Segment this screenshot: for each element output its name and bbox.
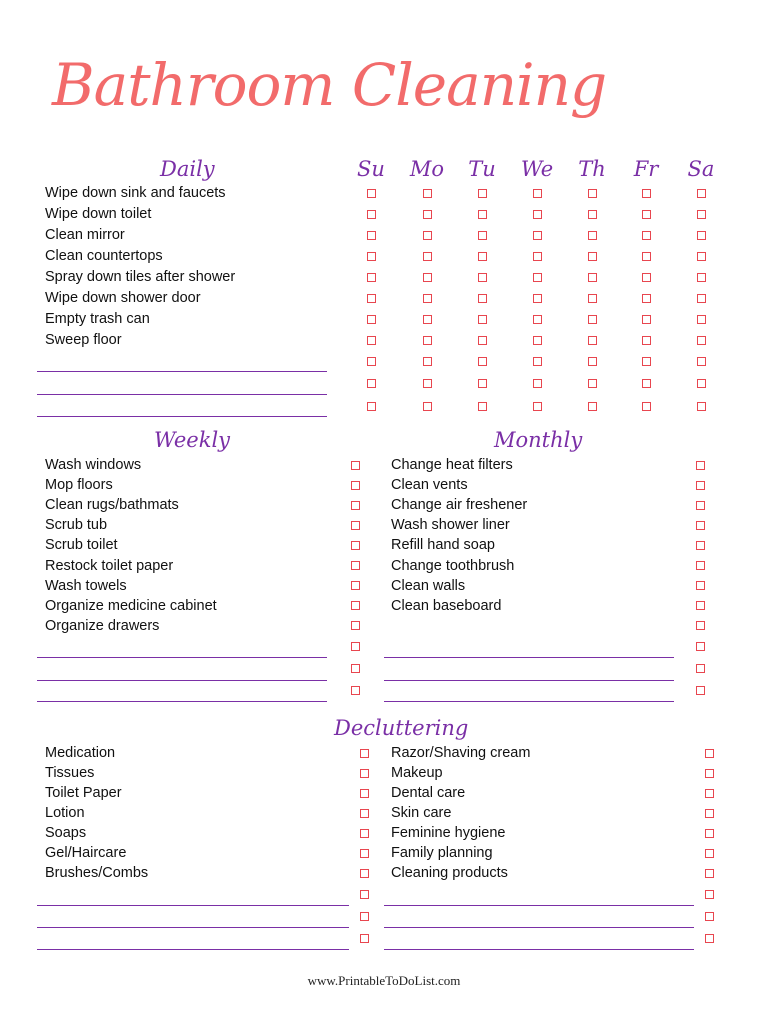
monthly-task: Change heat filters bbox=[391, 457, 513, 473]
day-label-fr: Fr bbox=[633, 157, 659, 181]
decluttering-heading: Decluttering bbox=[334, 716, 469, 740]
footer-url: www.PrintableToDoList.com bbox=[307, 973, 461, 988]
day-checkbox[interactable] bbox=[642, 357, 651, 366]
write-in-line[interactable] bbox=[37, 371, 327, 372]
weekly-task: Wash windows bbox=[45, 457, 142, 473]
day-checkbox[interactable] bbox=[367, 336, 376, 345]
weekly-checkbox[interactable] bbox=[351, 521, 360, 530]
declutter-item: Medication bbox=[45, 745, 116, 761]
day-checkbox[interactable] bbox=[533, 294, 542, 303]
day-checkbox[interactable] bbox=[478, 252, 487, 261]
declutter-item: Lotion bbox=[45, 805, 85, 821]
day-checkbox[interactable] bbox=[367, 252, 376, 261]
day-checkbox[interactable] bbox=[588, 294, 597, 303]
declutter-checkbox[interactable] bbox=[360, 749, 369, 758]
monthly-heading: Monthly bbox=[494, 428, 583, 452]
weekly-checkbox[interactable] bbox=[351, 541, 360, 550]
declutter-checkbox[interactable] bbox=[705, 789, 714, 798]
day-checkbox[interactable] bbox=[697, 252, 706, 261]
declutter-item: Soaps bbox=[45, 825, 87, 841]
day-checkbox[interactable] bbox=[478, 402, 487, 411]
day-checkbox[interactable] bbox=[367, 402, 376, 411]
weekly-checkbox[interactable] bbox=[351, 621, 360, 630]
weekly-task: Scrub tub bbox=[45, 517, 108, 534]
day-checkbox[interactable] bbox=[478, 357, 487, 366]
day-checkbox[interactable] bbox=[423, 315, 432, 324]
day-checkbox[interactable] bbox=[478, 379, 487, 388]
weekly-task: Mop floors bbox=[45, 477, 113, 494]
weekly-checkbox[interactable] bbox=[351, 561, 360, 570]
day-checkbox[interactable] bbox=[588, 189, 597, 198]
monthly-checkbox[interactable] bbox=[696, 481, 705, 490]
day-checkbox[interactable] bbox=[423, 402, 432, 411]
day-checkbox[interactable] bbox=[367, 189, 376, 198]
day-checkbox[interactable] bbox=[533, 252, 542, 261]
day-checkbox[interactable] bbox=[642, 231, 651, 240]
monthly-checkbox[interactable] bbox=[696, 601, 705, 610]
daily-task: Clean mirror bbox=[45, 227, 125, 243]
declutter-checkbox[interactable] bbox=[360, 769, 369, 778]
day-checkbox[interactable] bbox=[533, 379, 542, 388]
declutter-checkbox[interactable] bbox=[360, 809, 369, 818]
write-in-line[interactable] bbox=[384, 927, 694, 928]
day-checkbox[interactable] bbox=[367, 273, 376, 282]
monthly-checkbox[interactable] bbox=[696, 561, 705, 570]
declutter-checkbox[interactable] bbox=[360, 934, 369, 943]
day-checkbox[interactable] bbox=[478, 273, 487, 282]
day-checkbox[interactable] bbox=[697, 402, 706, 411]
day-checkbox[interactable] bbox=[533, 231, 542, 240]
declutter-checkbox[interactable] bbox=[360, 849, 369, 858]
day-checkbox[interactable] bbox=[367, 210, 376, 219]
day-checkbox[interactable] bbox=[642, 336, 651, 345]
day-checkbox[interactable] bbox=[588, 252, 597, 261]
declutter-checkbox[interactable] bbox=[705, 890, 714, 899]
weekly-checkbox[interactable] bbox=[351, 664, 360, 673]
day-checkbox[interactable] bbox=[588, 402, 597, 411]
day-checkbox[interactable] bbox=[697, 273, 706, 282]
weekly-checkbox[interactable] bbox=[351, 461, 360, 470]
page-title: Bathroom Cleaning bbox=[52, 51, 607, 119]
weekly-task: Wash towels bbox=[45, 577, 127, 594]
day-checkbox[interactable] bbox=[588, 273, 597, 282]
day-checkbox[interactable] bbox=[642, 273, 651, 282]
declutter-checkbox[interactable] bbox=[705, 829, 714, 838]
declutter-checkbox[interactable] bbox=[360, 912, 369, 921]
declutter-item: Skin care bbox=[391, 805, 452, 821]
monthly-task: Clean baseboard bbox=[391, 597, 502, 614]
monthly-checkbox[interactable] bbox=[696, 581, 705, 590]
day-checkbox[interactable] bbox=[533, 315, 542, 324]
day-checkbox[interactable] bbox=[423, 273, 432, 282]
day-checkbox[interactable] bbox=[478, 336, 487, 345]
daily-task: Wipe down toilet bbox=[45, 206, 152, 222]
day-checkbox[interactable] bbox=[533, 210, 542, 219]
declutter-item: Cleaning products bbox=[391, 865, 508, 881]
day-checkbox[interactable] bbox=[478, 210, 487, 219]
day-checkbox[interactable] bbox=[533, 273, 542, 282]
day-label-sa: Sa bbox=[687, 157, 715, 181]
day-checkbox[interactable] bbox=[588, 210, 597, 219]
day-checkbox[interactable] bbox=[423, 357, 432, 366]
write-in-line[interactable] bbox=[37, 949, 349, 950]
write-in-line[interactable] bbox=[37, 657, 327, 658]
monthly-task: Change air freshener bbox=[391, 497, 528, 514]
write-in-line[interactable] bbox=[37, 905, 349, 906]
daily-task: Clean countertops bbox=[45, 248, 163, 264]
day-checkbox[interactable] bbox=[367, 231, 376, 240]
day-checkbox[interactable] bbox=[478, 189, 487, 198]
daily-task: Wipe down shower door bbox=[45, 290, 201, 306]
write-in-line[interactable] bbox=[384, 680, 674, 681]
day-checkbox[interactable] bbox=[697, 379, 706, 388]
write-in-line[interactable] bbox=[384, 657, 674, 658]
declutter-item: Makeup bbox=[391, 765, 443, 781]
day-label-su: Su bbox=[357, 157, 385, 181]
day-checkbox[interactable] bbox=[642, 402, 651, 411]
weekly-task: Clean rugs/bathmats bbox=[45, 497, 179, 514]
write-in-line[interactable] bbox=[37, 416, 327, 417]
weekly-checkbox[interactable] bbox=[351, 642, 360, 651]
day-checkbox[interactable] bbox=[478, 315, 487, 324]
day-checkbox[interactable] bbox=[533, 189, 542, 198]
monthly-task: Clean vents bbox=[391, 477, 468, 494]
day-checkbox[interactable] bbox=[533, 402, 542, 411]
weekly-checkbox[interactable] bbox=[351, 686, 360, 695]
declutter-item: Razor/Shaving cream bbox=[391, 745, 531, 761]
monthly-checkbox[interactable] bbox=[696, 461, 705, 470]
daily-task: Empty trash can bbox=[45, 311, 150, 327]
day-checkbox[interactable] bbox=[697, 294, 706, 303]
day-checkbox[interactable] bbox=[642, 210, 651, 219]
monthly-checkbox[interactable] bbox=[696, 521, 705, 530]
write-in-line[interactable] bbox=[37, 394, 327, 395]
daily-heading: Daily bbox=[160, 157, 215, 181]
declutter-checkbox[interactable] bbox=[705, 769, 714, 778]
day-checkbox[interactable] bbox=[478, 294, 487, 303]
write-in-line[interactable] bbox=[384, 949, 694, 950]
day-checkbox[interactable] bbox=[423, 231, 432, 240]
weekly-task: Organize drawers bbox=[45, 617, 160, 634]
day-label-we: We bbox=[520, 157, 554, 181]
write-in-line[interactable] bbox=[384, 905, 694, 906]
day-checkbox[interactable] bbox=[697, 210, 706, 219]
monthly-task: Change toothbrush bbox=[391, 557, 515, 574]
daily-task: Sweep floor bbox=[45, 332, 122, 348]
day-checkbox[interactable] bbox=[588, 336, 597, 345]
declutter-checkbox[interactable] bbox=[705, 749, 714, 758]
day-checkbox[interactable] bbox=[367, 379, 376, 388]
weekly-checkbox[interactable] bbox=[351, 581, 360, 590]
weekly-task: Restock toilet paper bbox=[45, 557, 174, 574]
monthly-task: Wash shower liner bbox=[391, 517, 510, 534]
declutter-item: Dental care bbox=[391, 785, 466, 801]
day-checkbox[interactable] bbox=[423, 210, 432, 219]
write-in-line[interactable] bbox=[37, 701, 327, 702]
day-checkbox[interactable] bbox=[588, 315, 597, 324]
day-checkbox[interactable] bbox=[642, 189, 651, 198]
declutter-checkbox[interactable] bbox=[705, 934, 714, 943]
declutter-checkbox[interactable] bbox=[360, 890, 369, 899]
day-checkbox[interactable] bbox=[697, 315, 706, 324]
day-checkbox[interactable] bbox=[478, 231, 487, 240]
day-checkbox[interactable] bbox=[423, 252, 432, 261]
declutter-checkbox[interactable] bbox=[360, 829, 369, 838]
monthly-checkbox[interactable] bbox=[696, 541, 705, 550]
day-checkbox[interactable] bbox=[697, 357, 706, 366]
declutter-checkbox[interactable] bbox=[360, 789, 369, 798]
day-checkbox[interactable] bbox=[588, 231, 597, 240]
monthly-checkbox[interactable] bbox=[696, 501, 705, 510]
day-checkbox[interactable] bbox=[367, 315, 376, 324]
day-checkbox[interactable] bbox=[533, 336, 542, 345]
day-checkbox[interactable] bbox=[367, 294, 376, 303]
day-checkbox[interactable] bbox=[697, 189, 706, 198]
weekly-task: Organize medicine cabinet bbox=[45, 597, 217, 614]
day-checkbox[interactable] bbox=[533, 357, 542, 366]
day-checkbox[interactable] bbox=[423, 189, 432, 198]
day-label-th: Th bbox=[578, 157, 606, 181]
day-checkbox[interactable] bbox=[423, 294, 432, 303]
monthly-checkbox[interactable] bbox=[696, 621, 705, 630]
declutter-checkbox[interactable] bbox=[705, 849, 714, 858]
declutter-item: Tissues bbox=[45, 765, 95, 781]
weekly-heading: Weekly bbox=[154, 428, 231, 452]
weekly-checkbox[interactable] bbox=[351, 601, 360, 610]
day-checkbox[interactable] bbox=[588, 379, 597, 388]
day-label-tu: Tu bbox=[468, 157, 496, 181]
monthly-checkbox[interactable] bbox=[696, 642, 705, 651]
day-checkbox[interactable] bbox=[697, 336, 706, 345]
day-checkbox[interactable] bbox=[642, 379, 651, 388]
monthly-checkbox[interactable] bbox=[696, 664, 705, 673]
day-checkbox[interactable] bbox=[423, 379, 432, 388]
declutter-checkbox[interactable] bbox=[360, 869, 369, 878]
daily-task: Spray down tiles after shower bbox=[45, 269, 236, 285]
write-in-line[interactable] bbox=[37, 927, 349, 928]
day-checkbox[interactable] bbox=[642, 252, 651, 261]
day-label-mo: Mo bbox=[409, 157, 445, 181]
declutter-checkbox[interactable] bbox=[705, 809, 714, 818]
declutter-item: Brushes/Combs bbox=[45, 865, 149, 881]
day-checkbox[interactable] bbox=[423, 336, 432, 345]
declutter-item: Feminine hygiene bbox=[391, 825, 506, 841]
write-in-line[interactable] bbox=[384, 701, 674, 702]
day-checkbox[interactable] bbox=[642, 294, 651, 303]
day-checkbox[interactable] bbox=[367, 357, 376, 366]
declutter-checkbox[interactable] bbox=[705, 912, 714, 921]
declutter-item: Family planning bbox=[391, 845, 493, 861]
day-checkbox[interactable] bbox=[642, 315, 651, 324]
declutter-checkbox[interactable] bbox=[705, 869, 714, 878]
weekly-checkbox[interactable] bbox=[351, 501, 360, 510]
daily-task: Wipe down sink and faucets bbox=[45, 185, 226, 201]
declutter-item: Gel/Haircare bbox=[45, 845, 127, 861]
monthly-task: Refill hand soap bbox=[391, 537, 495, 554]
weekly-checkbox[interactable] bbox=[351, 481, 360, 490]
day-checkbox[interactable] bbox=[697, 231, 706, 240]
write-in-line[interactable] bbox=[37, 680, 327, 681]
day-checkbox[interactable] bbox=[588, 357, 597, 366]
monthly-task: Clean walls bbox=[391, 577, 466, 594]
declutter-item: Toilet Paper bbox=[45, 785, 122, 801]
weekly-task: Scrub toilet bbox=[45, 537, 118, 554]
monthly-checkbox[interactable] bbox=[696, 686, 705, 695]
